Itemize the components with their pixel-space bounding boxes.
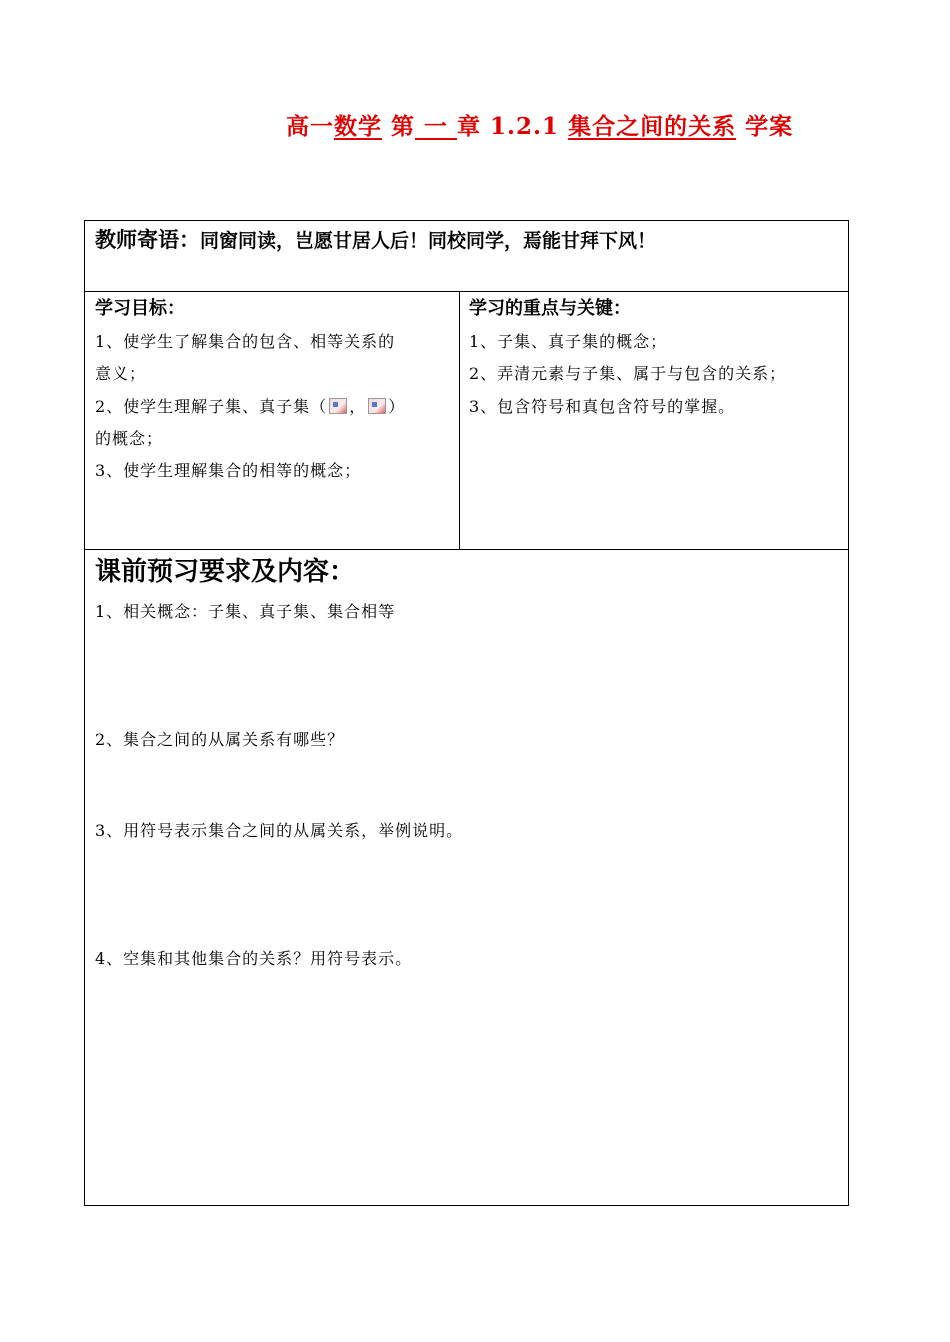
title-part-4: 一 (415, 113, 458, 140)
keypoint-2: 2、弄清元素与子集、属于与包含的关系； (469, 364, 787, 383)
title-part-5: 章 1.2.1 (457, 113, 569, 140)
goals-heading: 学习目标： (95, 298, 185, 319)
goal-2-sep: ， (349, 397, 367, 416)
divider-preview (85, 549, 848, 550)
document-title (286, 108, 793, 141)
preview-item-4: 4、空集和其他集合的关系？用符号表示。 (95, 949, 413, 968)
proper-subset-symbol-icon (368, 398, 386, 414)
lesson-table (84, 220, 849, 1206)
preview-heading: 课前预习要求及内容： (95, 557, 356, 587)
preview-item-2: 2、集合之间的从属关系有哪些？ (95, 730, 345, 749)
title-part-2: 数学 (334, 113, 382, 140)
divider-columns (459, 291, 460, 549)
title-part-7: 学案 (736, 113, 794, 140)
keypoint-1: 1、子集、真子集的概念； (469, 332, 668, 351)
preview-item-3: 3、用符号表示集合之间的从属关系，举例说明。 (95, 821, 464, 840)
motto-label: 教师寄语： (95, 227, 200, 252)
goal-1-line-2: 意义； (95, 364, 147, 383)
goal-2-line-1 (95, 394, 405, 417)
goal-1-line-1: 1、使学生了解集合的包含、相等关系的 (95, 332, 396, 351)
title-part-1: 高一 (286, 113, 334, 140)
motto-text: 同窗同读，岂愿甘居人后！同校同学，焉能甘拜下风！ (200, 230, 657, 252)
subset-symbol-icon (329, 398, 347, 414)
teacher-motto (95, 224, 656, 254)
goal-2-close: ） (388, 397, 406, 416)
keypoints-heading: 学习的重点与关键： (469, 298, 631, 319)
goal-2-line-2: 的概念； (95, 429, 164, 448)
divider-motto (85, 291, 848, 292)
goal-2-text: 2、使学生理解子集、真子集（ (95, 397, 328, 416)
preview-item-1: 1、相关概念：子集、真子集、集合相等 (95, 602, 396, 621)
goal-3: 3、使学生理解集合的相等的概念； (95, 461, 362, 480)
title-part-6: 集合之间的关系 (568, 113, 737, 140)
keypoint-3: 3、包含符号和真包含符号的掌握。 (469, 397, 736, 416)
title-part-3: 第 (382, 113, 416, 140)
